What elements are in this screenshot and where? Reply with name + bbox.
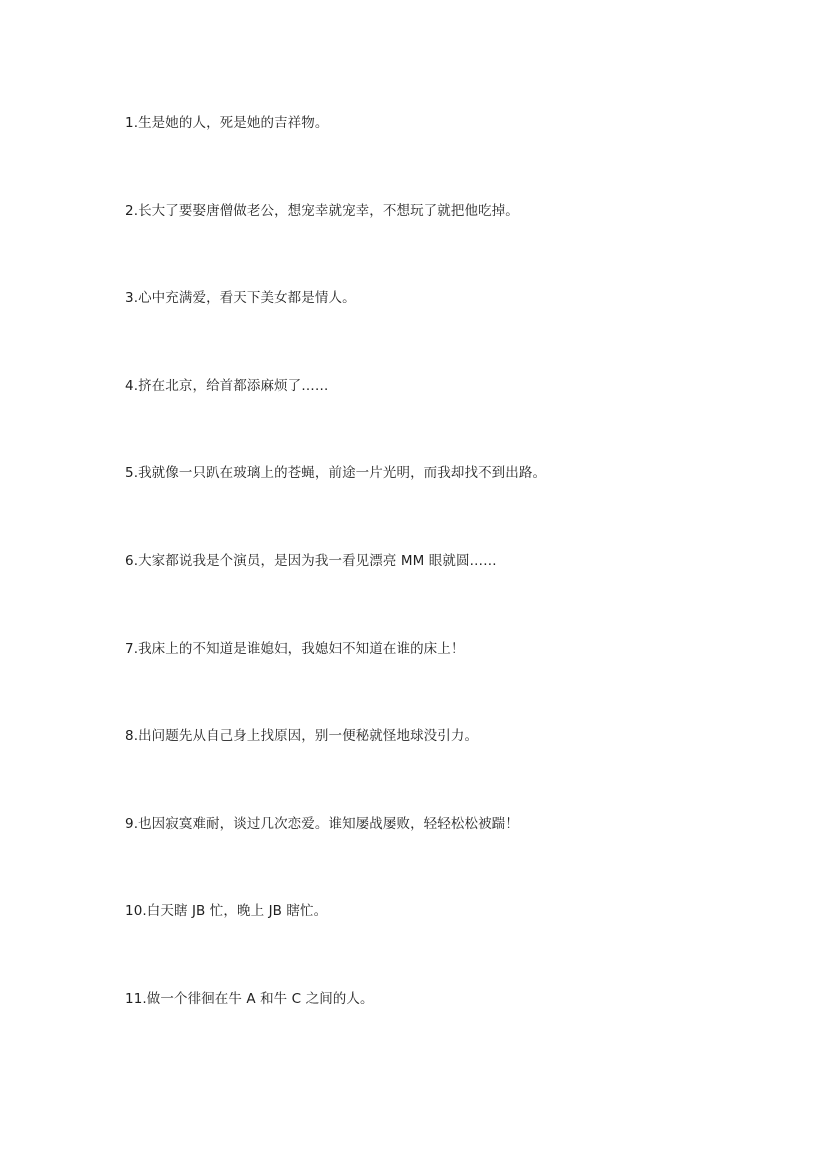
quote-line-4: 4.挤在北京，给首都添麻烦了…… [125,377,329,394]
quote-line-6: 6.大家都说我是个演员，是因为我一看见漂亮 MM 眼就圆…… [125,552,497,569]
quote-line-3: 3.心中充满爱，看天下美女都是情人。 [125,290,356,307]
quote-line-10: 10.白天瞎 JB 忙，晚上 JB 瞎忙。 [125,903,328,920]
quote-line-7: 7.我床上的不知道是谁媳妇，我媳妇不知道在谁的床上！ [125,640,465,657]
quote-line-2: 2.长大了要娶唐僧做老公，想宠幸就宠幸，不想玩了就把他吃掉。 [125,202,519,219]
quote-line-5: 5.我就像一只趴在玻璃上的苍蝇，前途一片光明，而我却找不到出路。 [125,465,547,482]
quote-line-8: 8.出问题先从自己身上找原因，别一便秘就怪地球没引力。 [125,728,479,745]
quote-line-1: 1.生是她的人，死是她的吉祥物。 [125,115,329,131]
quote-line-9: 9.也因寂寞难耐，谈过几次恋爱。谁知屡战屡败，轻轻松松被踹！ [125,815,519,832]
quote-line-11: 11.做一个徘徊在牛 A 和牛 C 之间的人。 [125,990,374,1007]
quote-list [125,113,745,1077]
